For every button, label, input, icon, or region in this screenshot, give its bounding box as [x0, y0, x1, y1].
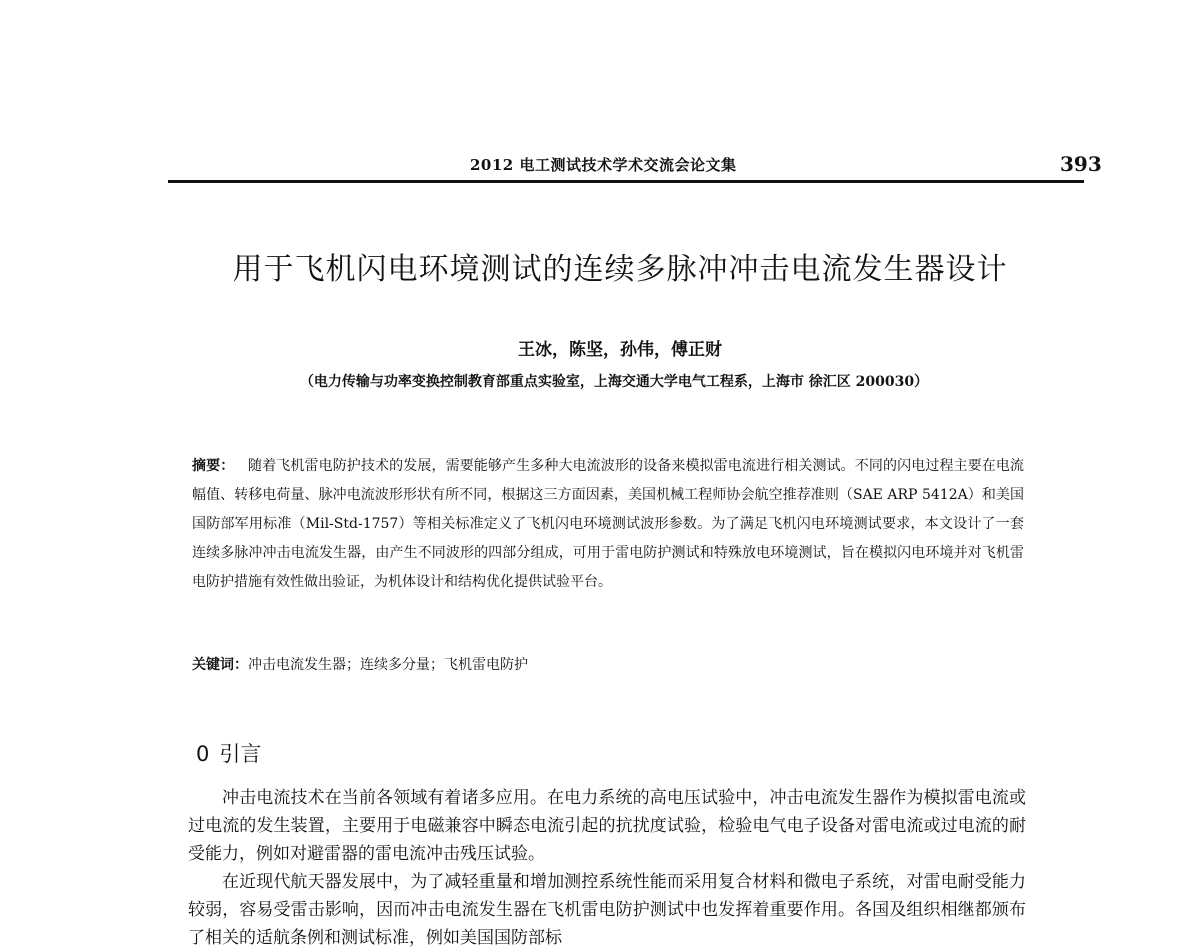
- affiliation: （电力传输与功率变换控制教育部重点实验室，上海交通大学电气工程系，上海市 徐汇区 200030）: [299, 374, 929, 390]
- abstract-label: 摘要：: [192, 458, 235, 474]
- section-number: 0: [196, 742, 210, 766]
- paragraph: 冲击电流技术在当前各领域有着诸多应用。在电力系统的高电压试验中，冲击电流发生器作为模拟雷电流或过电流的发生装置，主要用于电磁兼容中瞬态电流引起的抗扰度试验，检验电气电子设备对雷电流或过电流的耐受能力，例如对避雷器的雷电流冲击残压试验。: [188, 788, 1026, 864]
- running-header-title: 2012 电工测试技术学术交流会论文集: [470, 156, 737, 174]
- authors: 王冰，陈坚，孙伟，傅正财: [518, 340, 722, 360]
- section-heading: [196, 738, 261, 768]
- abstract-text: 随着飞机雷电防护技术的发展，需要能够产生多种大电流波形的设备来模拟雷电流进行相关测试。不同的闪电过程主要在电流幅值、转移电荷量、脉冲电流波形形状有所不同，根据这三方面因素，美国机械工程师协会航空推荐准则（SAE ARP 5412A）和美国国防部军用标准（Mil-Std-1757）等相关标准定义了飞机闪电环境测试波形参数。为了满足飞机闪电环境测试要求，本文设计了一套连续多脉冲冲击电流发生器，由产生不同波形的四部分组成，可用于雷电防护测试和特殊放电环境测试，旨在模拟闪电环境并对飞机雷电防护措施有效性做出验证，为机体设计和结构优化提供试验平台。: [192, 458, 1025, 590]
- page-number: 393: [1060, 152, 1102, 176]
- section-title: 引言: [219, 742, 262, 766]
- body-text: [188, 784, 1026, 952]
- abstract: [192, 452, 1024, 597]
- header-rule: [168, 180, 1084, 183]
- keywords-text: 冲击电流发生器；连续多分量；飞机雷电防护: [248, 657, 528, 673]
- paper-title: 用于飞机闪电环境测试的连续多脉冲冲击电流发生器设计: [232, 252, 1008, 287]
- keywords-label: 关键词：: [192, 657, 248, 673]
- paragraph: 在近现代航天器发展中，为了减轻重量和增加测控系统性能而采用复合材料和微电子系统，对雷电耐受能力较弱，容易受雷击影响，因而冲击电流发生器在飞机雷电防护测试中也发挥着重要作用。各国及组织相继都颁布了相关的适航条例和测试标准，例如美国国防部标: [188, 872, 1026, 948]
- keywords: [192, 651, 1024, 680]
